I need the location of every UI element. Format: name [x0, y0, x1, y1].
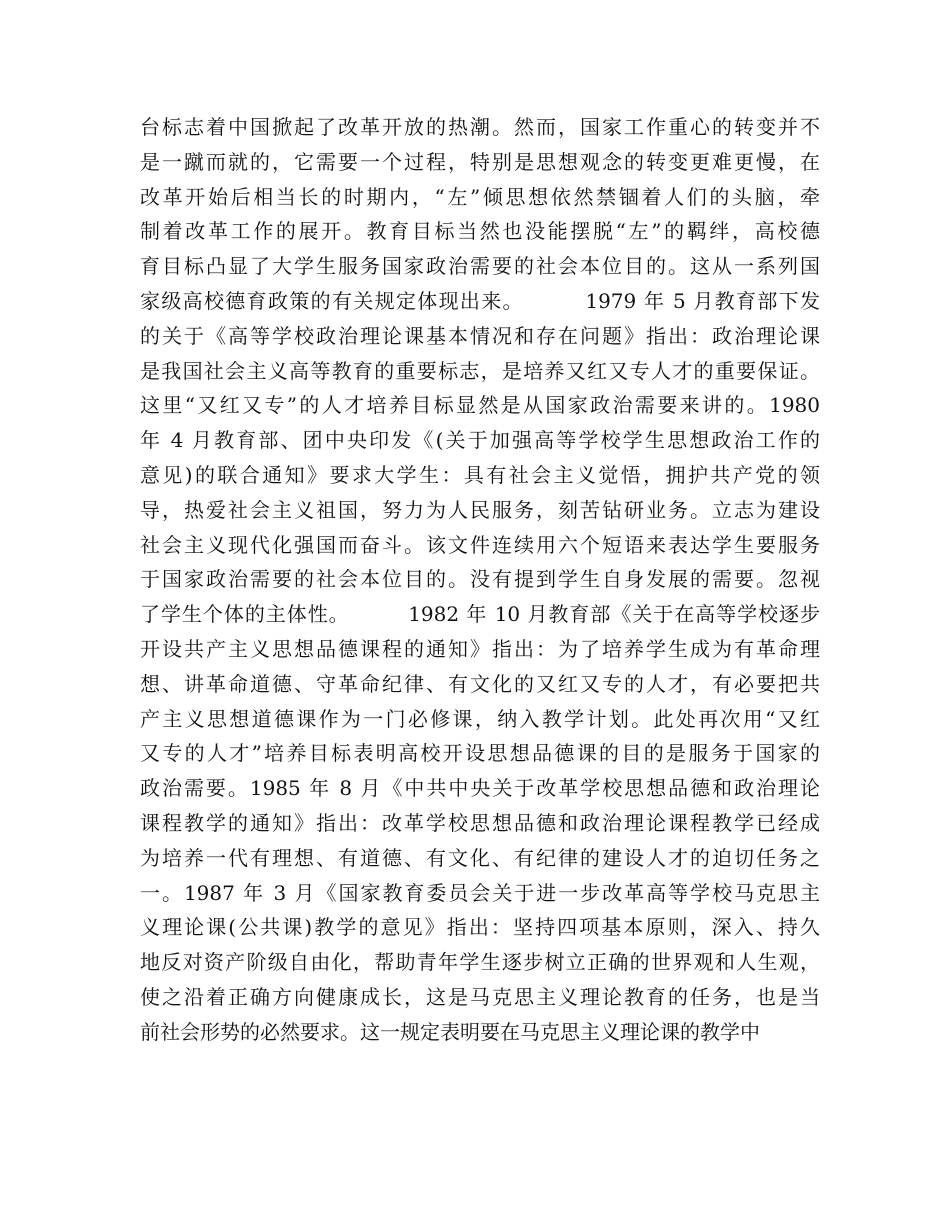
text-line: 前社会形势的必然要求。这一规定表明要在马克思主义理论课的教学中: [140, 1019, 760, 1044]
text-line: 又专的人才”培养目标表明高校开设思想品德课的目的是服务于国家的: [140, 741, 820, 766]
text-line: 是我国社会主义高等教育的重要标志，是培养又红又专人才的重要保证。: [140, 358, 820, 383]
text-line: 于国家政治需要的社会本位目的。没有提到学生自身发展的需要。忽视: [140, 567, 820, 592]
text-line: 台标志着中国掀起了改革开放的热潮。然而，国家工作重心的转变并不: [140, 115, 820, 139]
text-line: 课程教学的通知》指出：改革学校思想品德和政治理论课程教学已经成: [140, 810, 820, 835]
text-line: 政治需要。1985 年 8 月《中共中央关于改革学校思想品德和政治理论: [140, 776, 820, 801]
text-line: 地反对资产阶级自由化，帮助青年学生逐步树立正确的世界观和人生观，: [140, 950, 820, 975]
text-line: 这里“又红又专”的人才培养目标显然是从国家政治需要来讲的。1980: [140, 393, 820, 418]
text-line: 家级高校德育政策的有关规定体现出来。 1979 年 5 月教育部下发: [140, 288, 820, 313]
text-line: 导，热爱社会主义祖国，努力为人民服务，刻苦钻研业务。立志为建设: [140, 497, 820, 522]
text-line: 使之沿着正确方向健康成长，这是马克思主义理论教育的任务，也是当: [140, 984, 820, 1009]
body-text: [140, 110, 820, 1050]
text-line: 一。1987 年 3 月《国家教育委员会关于进一步改革高等学校马克思主: [140, 880, 820, 905]
text-line: 制着改革工作的展开。教育目标当然也没能摆脱“左”的羁绊，高校德: [140, 219, 820, 244]
text-line: 了学生个体的主体性。 1982 年 10 月教育部《关于在高等学校逐步: [140, 602, 820, 627]
text-line: 社会主义现代化强国而奋斗。该文件连续用六个短语来表达学生要服务: [140, 532, 820, 557]
text-line: 想、讲革命道德、守革命纪律、有文化的又红又专的人才，有必要把共: [140, 671, 820, 696]
text-line: 义理论课(公共课)教学的意见》指出：坚持四项基本原则，深入、持久: [140, 915, 820, 940]
text-line: 意见)的联合通知》要求大学生：具有社会主义觉悟，拥护共产党的领: [140, 462, 820, 487]
text-line: 育目标凸显了大学生服务国家政治需要的社会本位目的。这从一系列国: [140, 254, 820, 279]
text-line: 开设共产主义思想品德课程的通知》指出：为了培养学生成为有革命理: [140, 636, 820, 661]
text-line: 产主义思想道德课作为一门必修课，纳入教学计划。此处再次用“又红: [140, 706, 820, 731]
text-line: 为培养一代有理想、有道德、有文化、有纪律的建设人才的迫切任务之: [140, 845, 820, 870]
text-line: 是一蹴而就的，它需要一个过程，特别是思想观念的转变更难更慢，在: [140, 149, 820, 174]
text-line: 改革开始后相当长的时期内，“左”倾思想依然禁锢着人们的头脑，牵: [140, 184, 820, 209]
text-line: 年 4 月教育部、团中央印发《(关于加强高等学校学生思想政治工作的: [140, 428, 820, 453]
text-line: 的关于《高等学校政治理论课基本情况和存在问题》指出：政治理论课: [140, 323, 820, 348]
